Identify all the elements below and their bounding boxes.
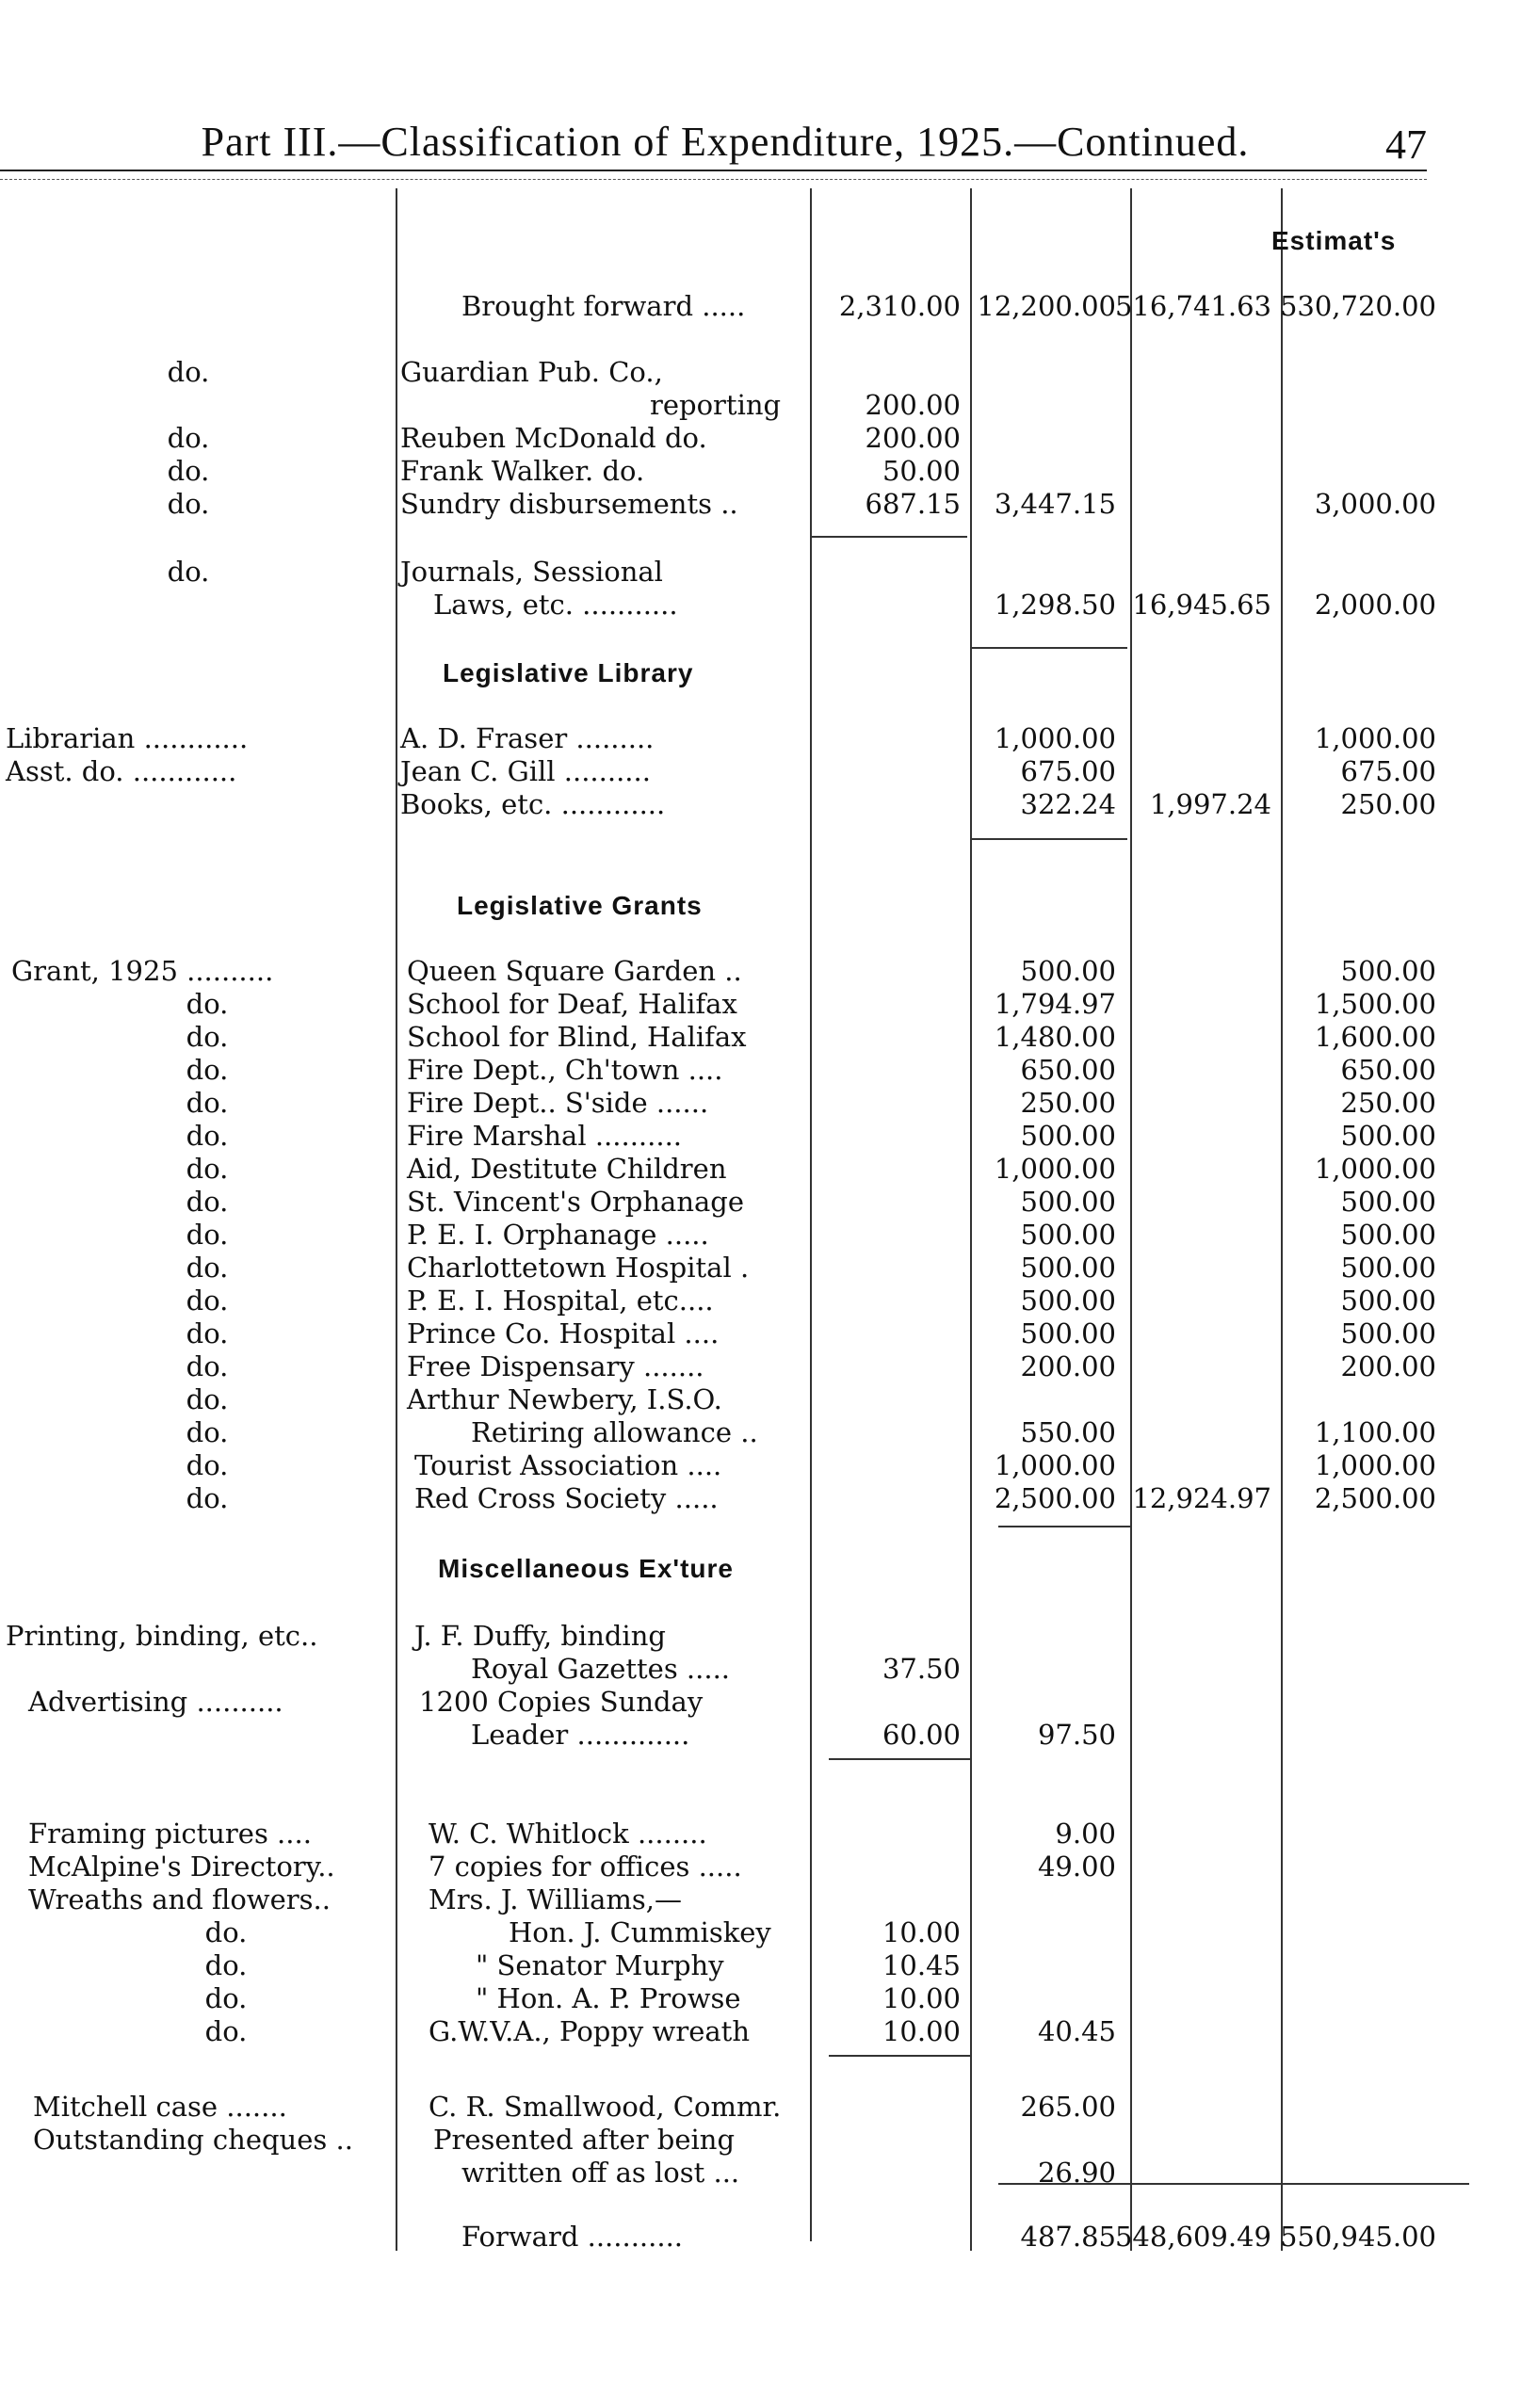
amount-col-3: 548,609.49 — [1114, 2221, 1271, 2253]
amount-col-4: 650.00 — [1340, 1054, 1436, 1086]
amount-col-2: 500.00 — [1020, 1285, 1116, 1317]
amount-col-2: 487.85 — [1020, 2221, 1116, 2253]
table-row — [0, 2091, 1521, 2124]
section-title: Miscellaneous Ex'ture — [438, 1554, 734, 1583]
table-row — [0, 2221, 1521, 2254]
row-label: do. — [167, 455, 210, 487]
row-description: P. E. I. Orphanage ..... — [407, 1219, 709, 1251]
table-row — [0, 1317, 1521, 1350]
table-row — [0, 455, 1521, 488]
amount-col-1: 10.00 — [882, 1982, 961, 2014]
table-row — [0, 488, 1521, 521]
row-label: do. — [186, 1087, 229, 1119]
table-row — [0, 422, 1521, 455]
row-label: do. — [186, 1021, 229, 1053]
row-label: do. — [204, 1982, 248, 2014]
row-description: Queen Square Garden .. — [407, 955, 742, 987]
table-row — [0, 1416, 1521, 1449]
row-description: Brought forward ..... — [461, 290, 746, 322]
amount-col-4: 250.00 — [1340, 788, 1436, 820]
amount-col-4: 200.00 — [1340, 1350, 1436, 1382]
row-label: do. — [204, 1916, 248, 1948]
row-description: Retiring allowance .. — [471, 1416, 758, 1448]
amount-col-4: 1,000.00 — [1314, 1449, 1436, 1481]
table-row — [0, 2015, 1521, 2048]
row-label: Outstanding cheques .. — [33, 2124, 353, 2156]
amount-col-2: 650.00 — [1020, 1054, 1116, 1086]
table-row — [0, 1021, 1521, 1054]
amount-col-3: 516,741.63 — [1114, 290, 1271, 322]
row-label: Asst. do. ............ — [6, 755, 237, 787]
row-description: Guardian Pub. Co., — [400, 356, 663, 388]
row-label: do. — [186, 1186, 229, 1218]
amount-col-2: 1,794.97 — [994, 988, 1116, 1020]
amount-col-2: 1,000.00 — [994, 722, 1116, 754]
amount-col-3: 12,924.97 — [1132, 1482, 1271, 1514]
section-heading — [0, 656, 1521, 689]
amount-col-2: 9.00 — [1055, 1818, 1116, 1850]
row-label: do. — [167, 488, 210, 520]
row-description: Red Cross Society ..... — [414, 1482, 719, 1514]
subtotal-rule — [829, 1758, 970, 1760]
table-row — [0, 1620, 1521, 1653]
table-row — [0, 955, 1521, 988]
amount-col-2: 500.00 — [1020, 955, 1116, 987]
amount-col-4: 2,500.00 — [1314, 1482, 1436, 1514]
row-label: do. — [186, 1153, 229, 1185]
table-row — [0, 1153, 1521, 1186]
table-row — [0, 356, 1521, 389]
row-description: A. D. Fraser ......... — [400, 722, 655, 754]
table-row — [0, 1686, 1521, 1719]
row-description: School for Deaf, Halifax — [407, 988, 737, 1020]
amount-col-1: 2,310.00 — [838, 290, 961, 322]
table-row — [0, 1285, 1521, 1317]
amount-col-2: 265.00 — [1020, 2091, 1116, 2123]
amount-col-2: 500.00 — [1020, 1186, 1116, 1218]
row-description: Fire Dept.. S'side ...... — [407, 1087, 709, 1119]
row-description: Prince Co. Hospital .... — [407, 1317, 720, 1349]
amount-col-2: 322.24 — [1020, 788, 1116, 820]
table-row — [0, 1916, 1521, 1949]
table-row — [0, 988, 1521, 1021]
amount-col-4: 500.00 — [1340, 1186, 1436, 1218]
amount-col-2: 40.45 — [1037, 2015, 1116, 2047]
table-row — [0, 1252, 1521, 1285]
table-row — [0, 1186, 1521, 1219]
subtotal-rule — [972, 647, 1127, 649]
row-label: Wreaths and flowers.. — [28, 1883, 331, 1915]
amount-col-2: 1,000.00 — [994, 1153, 1116, 1185]
amount-col-1: 200.00 — [865, 389, 961, 421]
table-row — [0, 1120, 1521, 1153]
row-description: " Senator Murphy — [476, 1949, 724, 1981]
amount-col-2: 2,500.00 — [994, 1482, 1116, 1514]
row-description: Mrs. J. Williams,— — [429, 1883, 682, 1915]
row-label: do. — [186, 1350, 229, 1382]
table-row — [0, 788, 1521, 821]
table-row — [0, 1054, 1521, 1087]
amount-col-1: 10.00 — [882, 2015, 961, 2047]
amount-col-4: 1,600.00 — [1314, 1021, 1436, 1053]
amount-col-4: 1,000.00 — [1314, 1153, 1436, 1185]
amount-col-4: 1,500.00 — [1314, 988, 1436, 1020]
amount-col-1: 10.00 — [882, 1916, 961, 1948]
row-description: Fire Dept., Ch'town .... — [407, 1054, 723, 1086]
table-row — [0, 1850, 1521, 1883]
amount-col-1: 37.50 — [882, 1653, 961, 1685]
amount-col-4: 1,100.00 — [1314, 1416, 1436, 1448]
table-row — [0, 1482, 1521, 1515]
row-description: Frank Walker. do. — [400, 455, 645, 487]
table-row — [0, 2157, 1521, 2190]
row-description: P. E. I. Hospital, etc.... — [407, 1285, 714, 1317]
amount-col-4: 500.00 — [1340, 1219, 1436, 1251]
row-description: Reuben McDonald do. — [400, 422, 707, 454]
row-label: do. — [204, 1949, 248, 1981]
amount-col-2: 97.50 — [1037, 1719, 1116, 1751]
row-description: Jean C. Gill .......... — [400, 755, 651, 787]
amount-col-1: 60.00 — [882, 1719, 961, 1751]
amount-col-2: 500.00 — [1020, 1219, 1116, 1251]
row-description: Royal Gazettes ..... — [471, 1653, 731, 1685]
amount-col-1: 10.45 — [882, 1949, 961, 1981]
row-label: Framing pictures .... — [28, 1818, 312, 1850]
table-row — [0, 1219, 1521, 1252]
row-description: " Hon. A. P. Prowse — [476, 1982, 741, 2014]
row-label: Printing, binding, etc.. — [6, 1620, 318, 1652]
row-label: Advertising .......... — [28, 1686, 283, 1718]
amount-col-2: 12,200.00 — [977, 290, 1116, 322]
table-row — [0, 1449, 1521, 1482]
amount-col-2: 1,480.00 — [994, 1021, 1116, 1053]
table-row — [0, 1982, 1521, 2015]
row-description: Fire Marshal .......... — [407, 1120, 683, 1152]
row-label: do. — [186, 1317, 229, 1349]
row-description: written off as lost ... — [461, 2157, 740, 2189]
row-description: J. F. Duffy, binding — [414, 1620, 666, 1652]
amount-col-2: 200.00 — [1020, 1350, 1116, 1382]
row-label: do. — [186, 1383, 229, 1415]
table-row — [0, 1653, 1521, 1686]
page-title: Part III.—Classification of Expenditure, 1925.—Continued. — [201, 119, 1250, 165]
column-header — [0, 224, 1521, 257]
section-heading — [0, 889, 1521, 922]
row-description: Hon. J. Cummiskey — [509, 1916, 771, 1948]
section-title: Legislative Grants — [457, 891, 703, 920]
row-label: do. — [186, 1054, 229, 1086]
subtotal-rule — [829, 2055, 970, 2057]
page-number: 47 — [1385, 121, 1427, 168]
amount-col-2: 3,447.15 — [994, 488, 1116, 520]
amount-col-4: 500.00 — [1340, 1252, 1436, 1284]
subtotal-rule — [812, 536, 967, 538]
section-title: Legislative Library — [443, 658, 694, 687]
row-description: Free Dispensary ....... — [407, 1350, 704, 1382]
row-description: G.W.V.A., Poppy wreath — [429, 2015, 750, 2047]
table-row — [0, 589, 1521, 622]
header-rule — [0, 170, 1427, 171]
row-label: Mitchell case ....... — [33, 2091, 287, 2123]
table-row — [0, 755, 1521, 788]
amount-col-4: 530,720.00 — [1279, 290, 1436, 322]
amount-col-1: 687.15 — [865, 488, 961, 520]
table-row — [0, 389, 1521, 422]
row-description: St. Vincent's Orphanage — [407, 1186, 745, 1218]
row-label: do. — [186, 1120, 229, 1152]
table-row — [0, 290, 1521, 323]
row-label: do. — [186, 1219, 229, 1251]
amount-col-2: 250.00 — [1020, 1087, 1116, 1119]
row-label: Librarian ............ — [6, 722, 249, 754]
row-label: do. — [204, 2015, 248, 2047]
amount-col-2: 500.00 — [1020, 1252, 1116, 1284]
row-description: W. C. Whitlock ........ — [429, 1818, 707, 1850]
row-description: Sundry disbursements .. — [400, 488, 738, 520]
row-description: 1200 Copies Sunday — [419, 1686, 704, 1718]
row-label: do. — [167, 422, 210, 454]
table-row — [0, 1383, 1521, 1416]
row-description: Books, etc. ............ — [400, 788, 666, 820]
amount-col-4: 3,000.00 — [1314, 488, 1436, 520]
amount-col-4: 500.00 — [1340, 1317, 1436, 1349]
row-description: Presented after being — [433, 2124, 736, 2156]
row-label: do. — [186, 1449, 229, 1481]
table-row — [0, 1818, 1521, 1850]
table-row — [0, 1087, 1521, 1120]
amount-col-4: 550,945.00 — [1279, 2221, 1436, 2253]
row-label: do. — [167, 356, 210, 388]
row-description: Journals, Sessional — [400, 556, 663, 588]
row-label: do. — [186, 1252, 229, 1284]
amount-col-1: 50.00 — [882, 455, 961, 487]
amount-col-1: 200.00 — [865, 422, 961, 454]
table-row — [0, 1719, 1521, 1752]
amount-col-2: 49.00 — [1037, 1850, 1116, 1883]
row-label: Grant, 1925 .......... — [11, 955, 274, 987]
header-rule-dashed — [0, 179, 1427, 180]
amount-col-2: 500.00 — [1020, 1120, 1116, 1152]
row-description: 7 copies for offices ..... — [429, 1850, 742, 1883]
row-label: do. — [167, 556, 210, 588]
row-description: Laws, etc. ........... — [433, 589, 678, 621]
row-label: do. — [186, 1285, 229, 1317]
row-label: do. — [186, 1416, 229, 1448]
amount-col-2: 675.00 — [1020, 755, 1116, 787]
amount-col-4: 2,000.00 — [1314, 589, 1436, 621]
amount-col-4: 500.00 — [1340, 1120, 1436, 1152]
row-description: School for Blind, Halifax — [407, 1021, 747, 1053]
amount-col-4: 500.00 — [1340, 955, 1436, 987]
table-row — [0, 1350, 1521, 1383]
amount-col-4: 675.00 — [1340, 755, 1436, 787]
subtotal-rule — [998, 1526, 1130, 1527]
amount-col-2: 500.00 — [1020, 1317, 1116, 1349]
amount-col-2: 550.00 — [1020, 1416, 1116, 1448]
row-label: do. — [186, 1482, 229, 1514]
table-row — [0, 1949, 1521, 1982]
row-description: Forward ........... — [461, 2221, 684, 2253]
row-description: reporting — [650, 389, 782, 421]
row-description: C. R. Smallwood, Commr. — [429, 2091, 782, 2123]
table-row — [0, 722, 1521, 755]
amount-col-4: 250.00 — [1340, 1087, 1436, 1119]
amount-col-2: 26.90 — [1037, 2157, 1116, 2189]
amount-col-2: 1,298.50 — [994, 589, 1116, 621]
row-label: McAlpine's Directory.. — [28, 1850, 335, 1883]
amount-col-4: 500.00 — [1340, 1285, 1436, 1317]
row-description: Arthur Newbery, I.S.O. — [407, 1383, 722, 1415]
table-row — [0, 1883, 1521, 1916]
amount-col-4: 1,000.00 — [1314, 722, 1436, 754]
estimates-column-heading: Estimat's — [1271, 226, 1397, 255]
row-description: Leader ............. — [471, 1719, 690, 1751]
row-label: do. — [186, 988, 229, 1020]
amount-col-2: 1,000.00 — [994, 1449, 1116, 1481]
row-description: Aid, Destitute Children — [407, 1153, 727, 1185]
subtotal-rule — [972, 838, 1127, 840]
table-row — [0, 2124, 1521, 2157]
row-description: Tourist Association .... — [414, 1449, 722, 1481]
section-heading — [0, 1552, 1521, 1585]
table-row — [0, 556, 1521, 589]
amount-col-3: 1,997.24 — [1149, 788, 1271, 820]
amount-col-3: 16,945.65 — [1132, 589, 1271, 621]
row-description: Charlottetown Hospital . — [407, 1252, 750, 1284]
